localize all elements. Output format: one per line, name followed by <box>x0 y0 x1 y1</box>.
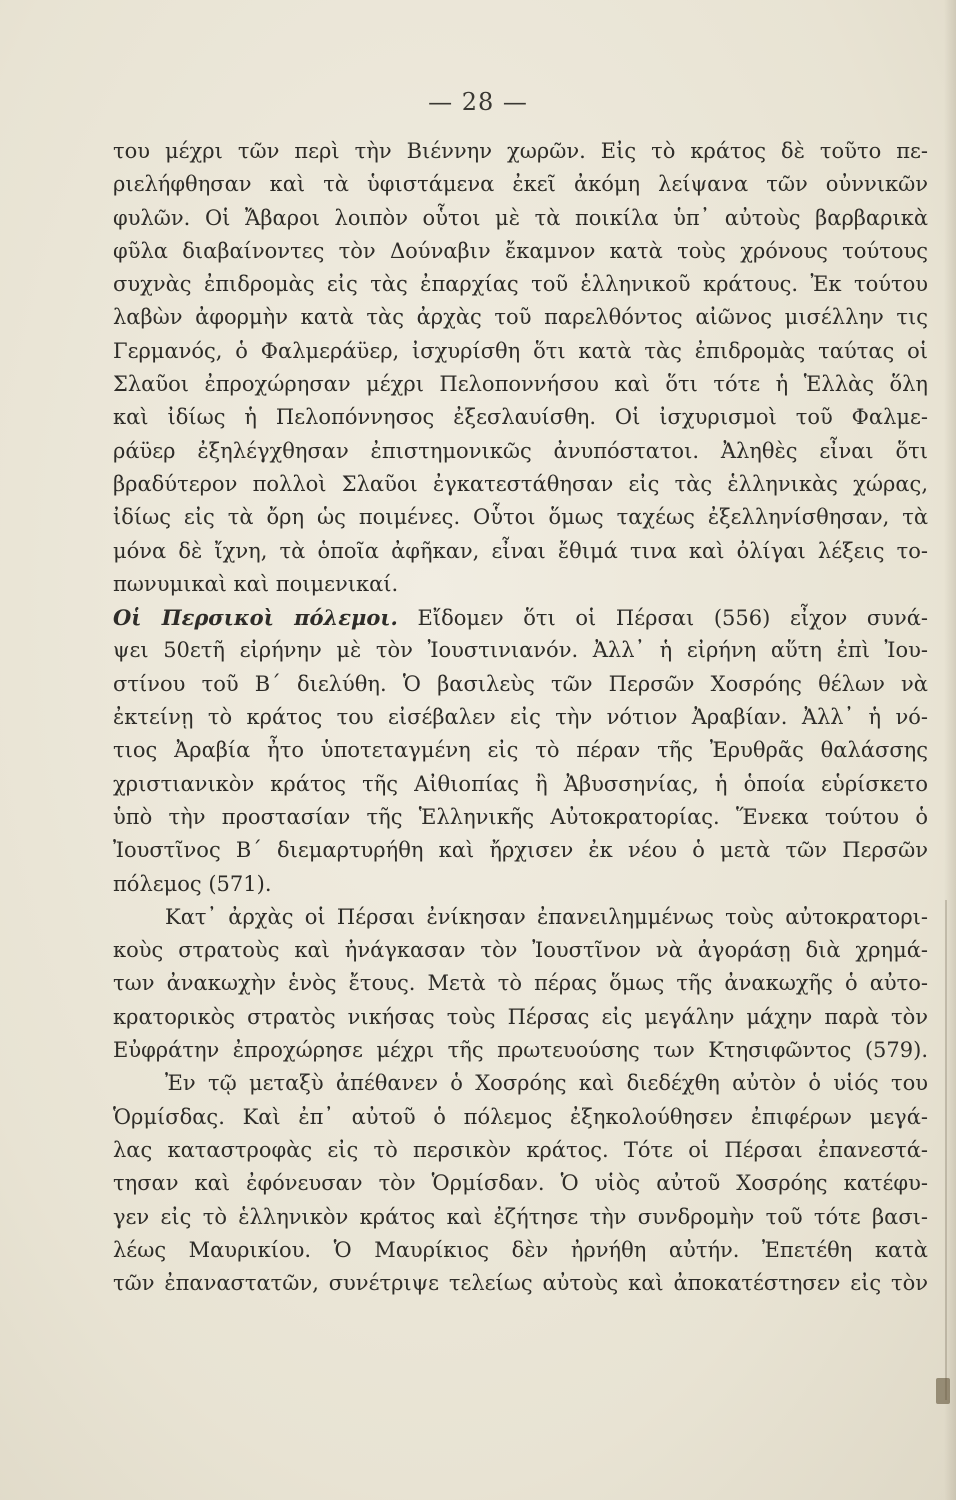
text-line: κρατορικὸς στρατὸς νικήσας τοὺς Πέρσας εἰς μεγάλην μάχην παρὰ τὸν <box>113 1004 928 1029</box>
text-line: των ἀνακωχὴν ἑνὸς ἔτους. Μετὰ τὸ πέρας ὅμως τῆς ἀνακωχῆς ὁ αὐτο- <box>113 971 928 996</box>
page-edge-rule <box>945 900 947 1400</box>
text-line: γεν εἰς τὸ ἑλληνικὸν κράτος καὶ ἐζήτησε τὴν συνδρομὴν τοῦ τότε βασι- <box>113 1204 928 1229</box>
text-line: Γερμανός, ὁ Φαλμεράϋερ, ἰσχυρίσθη ὅτι κατὰ τὰς ἐπιδρομὰς ταύτας οἱ <box>113 338 928 363</box>
text-line: φῦλα διαβαίνοντες τὸν Δούναβιν ἔκαμνον κατὰ τοὺς χρόνους τούτους <box>113 238 928 263</box>
text-line: βραδύτερον πολλοὶ Σλαῦοι ἐγκατεστάθησαν εἰς τὰς ἑλληνικὰς χώρας, <box>113 471 928 496</box>
text-line: ριελήφθησαν καὶ τὰ ὑφιστάμενα ἐκεῖ ἀκόμη λείψανα τῶν οὐννικῶν <box>113 172 928 197</box>
text-line: τῶν ἐπαναστατῶν, συνέτριψε τελείως αὐτοὺς καὶ ἀποκατέστησεν εἰς τὸν <box>113 1271 928 1296</box>
text-line: στίνου τοῦ Β΄ διελύθη. Ὁ βασιλεὺς τῶν Περσῶν Χοσρόης θέλων νὰ <box>113 671 928 696</box>
text-line: Ἰουστῖνος Β΄ διεμαρτυρήθη καὶ ἤρχισεν ἐκ νέου ὁ μετὰ τῶν Περσῶν <box>113 838 928 863</box>
paragraph-first-line: Ἐν τῷ μεταξὺ ἀπέθανεν ὁ Χοσρόης καὶ διεδέχθη αὐτὸν ὁ υἱός του <box>165 1071 928 1096</box>
page-number: — 28 — <box>428 88 528 116</box>
text-line: πωνυμικαὶ καὶ ποιμενικαί. <box>113 571 399 596</box>
text-line: πόλεμος (571). <box>113 871 272 896</box>
text-line: λαβὼν ἀφορμὴν κατὰ τὰς ἀρχὰς τοῦ παρελθόντος αἰῶνος μισέλλην τις <box>113 305 928 330</box>
text-line: μόνα δὲ ἴχνη, τὰ ὁποῖα ἀφῆκαν, εἶναι ἔθιμά τινα καὶ ὀλίγαι λέξεις το- <box>113 538 928 563</box>
section-first-line-text: Εἴδομεν ὅτι οἱ Πέρσαι (556) εἶχον συνά- <box>417 606 928 631</box>
binding-mark <box>936 1378 950 1404</box>
body-text <box>113 135 928 1300</box>
text-line: ἰδίως εἰς τὰ ὄρη ὡς ποιμένες. Οὗτοι ὅμως ταχέως ἐξελληνίσθησαν, τὰ <box>113 505 928 530</box>
text-line: χριστιανικὸν κράτος τῆς Αἰθιοπίας ἢ Ἀβυσσηνίας, ἡ ὁποία εὑρίσκετο <box>113 771 928 796</box>
text-line: τησαν καὶ ἐφόνευσαν τὸν Ὁρμίσδαν. Ὁ υἱὸς αὐτοῦ Χοσρόης κατέφυ- <box>113 1171 928 1196</box>
text-line: ὑπὸ τὴν προστασίαν τῆς Ἑλληνικῆς Αὐτοκρατορίας. Ἕνεκα τούτου ὁ <box>113 804 928 829</box>
section-heading: Οἱ Περσικοὶ πόλεμοι. <box>113 605 398 631</box>
text-line: συχνὰς ἐπιδρομὰς εἰς τὰς ἐπαρχίας τοῦ ἑλληνικοῦ κράτους. Ἐκ τούτου <box>113 272 928 297</box>
text-line: λας καταστροφὰς εἰς τὸ περσικὸν κράτος. Τότε οἱ Πέρσαι ἐπανεστά- <box>113 1137 928 1162</box>
text-line: ἐκτείνῃ τὸ κράτος του εἰσέβαλεν εἰς τὴν νότιον Ἀραβίαν. Ἀλλ᾽ ἡ νό- <box>113 705 928 730</box>
text-line: Εὐφράτην ἐπροχώρησε μέχρι τῆς πρωτευούσης των Κτησιφῶντος (579). <box>113 1038 928 1063</box>
text-line: καὶ ἰδίως ἡ Πελοπόννησος ἐξεσλαυίσθη. Οἱ ἰσχυρισμοὶ τοῦ Φαλμε- <box>113 405 928 430</box>
text-line: του μέχρι τῶν περὶ τὴν Βιέννην χωρῶν. Εἰς τὸ κράτος δὲ τοῦτο πε- <box>113 139 928 163</box>
text-line: ράϋερ ἐξηλέγχθησαν ἐπιστημονικῶς ἀνυπόστατοι. Ἀληθὲς εἶναι ὅτι <box>113 438 928 463</box>
section-first-line <box>113 601 928 634</box>
text-line: φυλῶν. Οἱ Ἄβαροι λοιπὸν οὗτοι μὲ τὰ ποικίλα ὑπ᾽ αὐτοὺς βαρβαρικὰ <box>113 205 928 230</box>
text-line: κοὺς στρατοὺς καὶ ἠνάγκασαν τὸν Ἰουστῖνον νὰ ἀγοράσῃ διὰ χρημά- <box>113 938 928 963</box>
text-line: τιος Ἀραβία ἦτο ὑποτεταγμένη εἰς τὸ πέραν τῆς Ἐρυθρᾶς θαλάσσης <box>113 738 928 763</box>
text-line: λέως Μαυρικίου. Ὁ Μαυρίκιος δὲν ἠρνήθη αὐτήν. Ἐπετέθη κατὰ <box>113 1237 928 1262</box>
text-line: Σλαῦοι ἐπροχώρησαν μέχρι Πελοποννήσου καὶ ὅτι τότε ἡ Ἑλλὰς ὅλη <box>113 372 928 397</box>
text-line: Ὁρμίσδας. Καὶ ἐπ᾽ αὐτοῦ ὁ πόλεμος ἐξηκολούθησεν ἐπιφέρων μεγά- <box>113 1104 928 1129</box>
paragraph-first-line: Κατ᾽ ἀρχὰς οἱ Πέρσαι ἐνίκησαν ἐπανειλημμένως τοὺς αὐτοκρατορι- <box>165 904 928 929</box>
text-line: ψει 50ετῆ εἰρήνην μὲ τὸν Ἰουστινιανόν. Ἀλλ᾽ ἡ εἰρήνη αὕτη ἐπὶ Ἰου- <box>113 638 928 663</box>
